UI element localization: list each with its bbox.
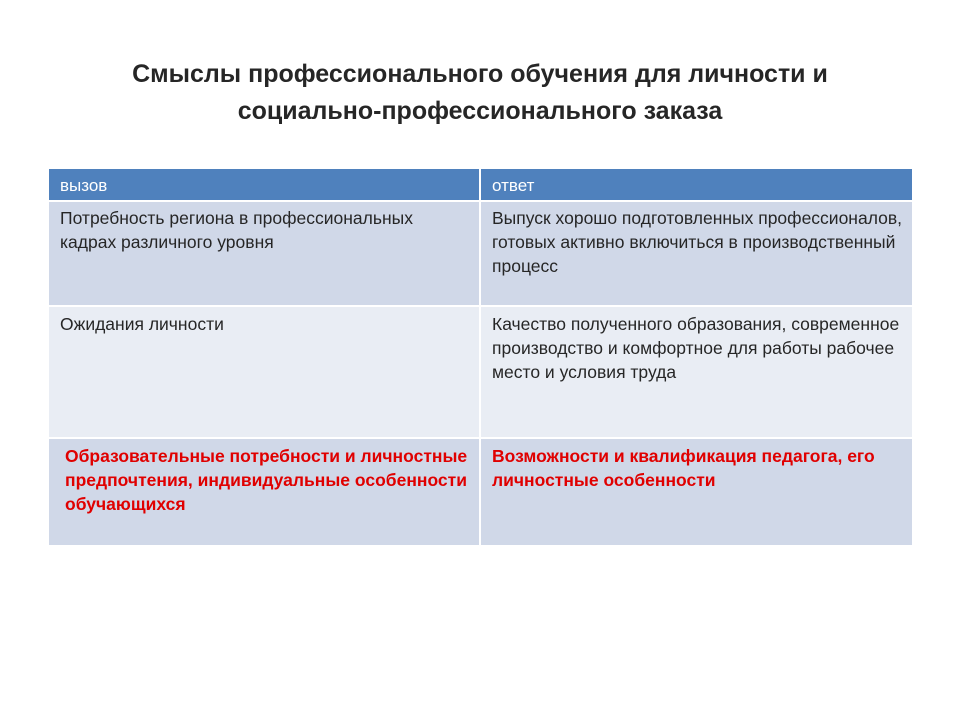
- cell-challenge: Потребность региона в профессиональных кадрах различного уровня: [48, 201, 480, 306]
- header-response: ответ: [480, 168, 913, 201]
- slide-title-line-2: социально-профессионального заказа: [237, 97, 723, 125]
- slide-title: [60, 56, 900, 130]
- table-row: [48, 201, 913, 306]
- cell-response: Выпуск хорошо подготовленных профессионалов, готовых активно включиться в производственный процесс: [480, 201, 913, 306]
- header-challenge: вызов: [48, 168, 480, 201]
- cell-response-highlighted: Возможности и квалификация педагога, его личностные особенности: [480, 438, 913, 546]
- cell-response: Качество полученного образования, современное производство и комфортное для работы рабочее место и условия труда: [480, 306, 913, 438]
- cell-challenge-highlighted: Образовательные потребности и личностные предпочтения, индивидуальные особенности обучающихся: [48, 438, 480, 546]
- table-row: [48, 306, 913, 438]
- challenge-response-table: [47, 167, 914, 547]
- cell-challenge: Ожидания личности: [48, 306, 480, 438]
- slide-title-line-1: Смыслы профессионального обучения для личности и: [132, 60, 828, 88]
- table-row: [48, 438, 913, 546]
- table-header-row: [48, 168, 913, 201]
